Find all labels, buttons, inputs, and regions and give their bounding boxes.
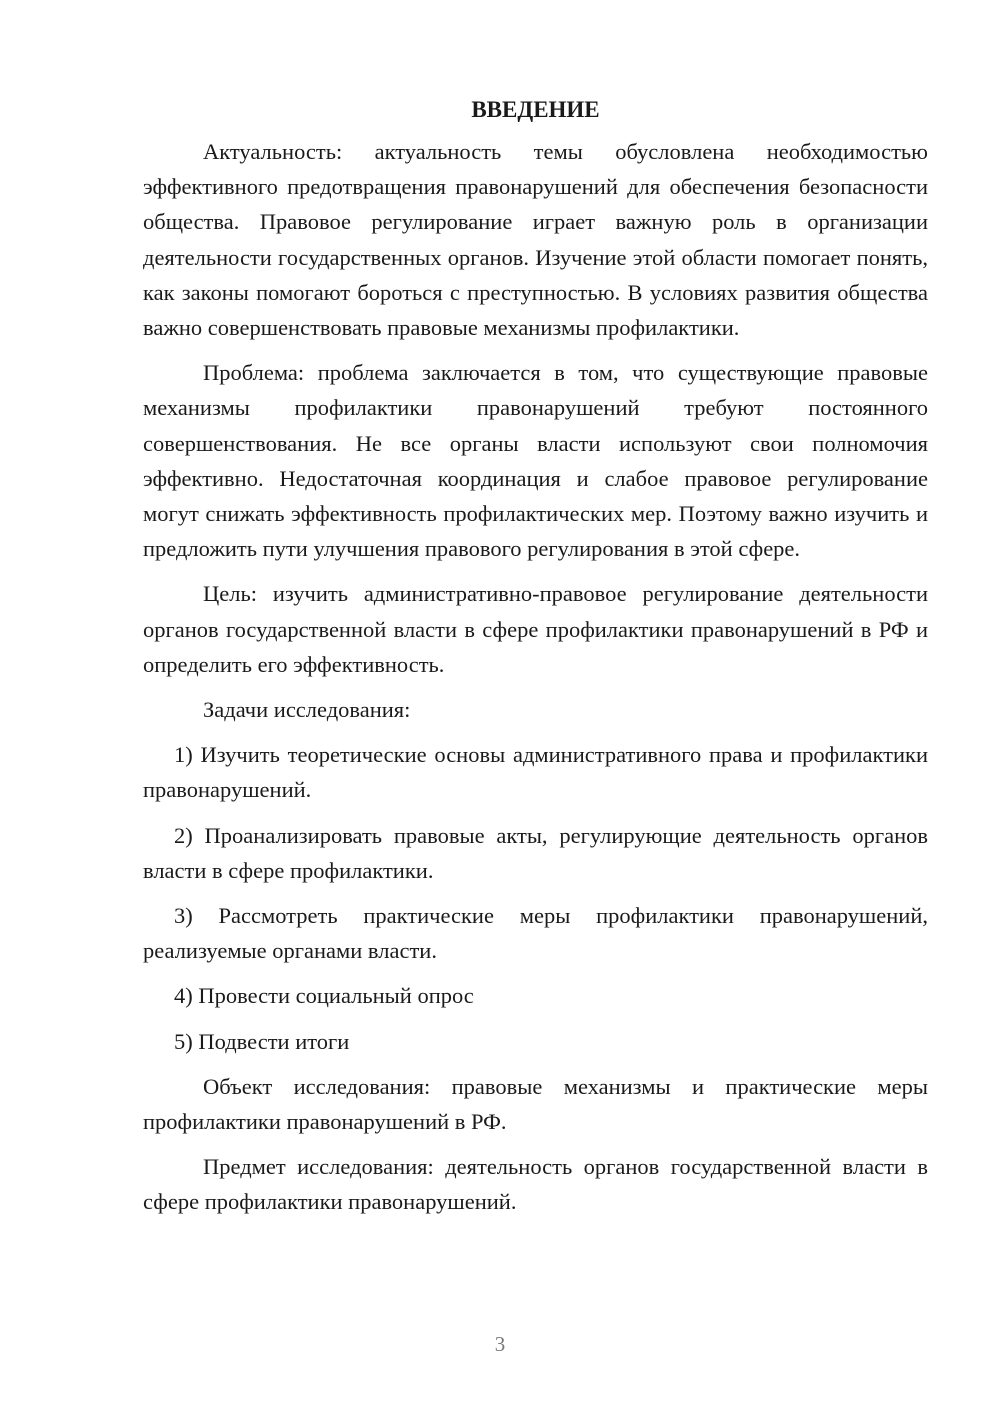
document-body (143, 92, 928, 1220)
goal-paragraph: Цель: изучить административно-правовое регулирование деятельности органов государственной власти в сфере профилактики правонарушений в РФ и определить его эффективность. (143, 581, 928, 677)
task-item: 3) Рассмотреть практические меры профилактики правонарушений, реализуемые органами власти. (143, 903, 928, 964)
task-item: 5) Подвести итоги (174, 1028, 350, 1054)
page-number: 3 (494, 1332, 506, 1356)
page-title: ВВЕДЕНИЕ (471, 97, 600, 122)
tasks-list (143, 737, 928, 1059)
task-item: 1) Изучить теоретические основы административного права и профилактики правонарушений. (143, 742, 928, 803)
problem-paragraph: Проблема: проблема заключается в том, что существующие правовые механизмы профилактики правонарушений требуют постоянного совершенствования. Не все органы власти используют свои полномочия эффективно. Недостаточная координация и слабое правовое регулирование могут снижать эффективность профилактических мер. Поэтому важно изучить и предложить пути улучшения правового регулирования в этой сфере. (143, 360, 928, 562)
tasks-heading: Задачи исследования: (203, 697, 411, 723)
subject-paragraph: Предмет исследования: деятельность органов государственной власти в сфере профилактики правонарушений. (143, 1154, 928, 1215)
task-item: 2) Проанализировать правовые акты, регулирующие деятельность органов власти в сфере профилактики. (143, 822, 928, 883)
object-paragraph: Объект исследования: правовые механизмы и практические меры профилактики правонарушений в РФ. (143, 1073, 928, 1135)
relevance-paragraph: Актуальность: актуальность темы обусловлена необходимостью эффективного предотвращения правонарушений для обеспечения безопасности общества. Правовое регулирование играет важную роль в организации деятельности государственных органов. Изучение этой области помогает понять, как законы помогают бороться с преступностью. В условиях развития общества важно совершенствовать правовые механизмы профилактики. (143, 139, 928, 341)
task-item: 4) Провести социальный опрос (174, 983, 474, 1009)
